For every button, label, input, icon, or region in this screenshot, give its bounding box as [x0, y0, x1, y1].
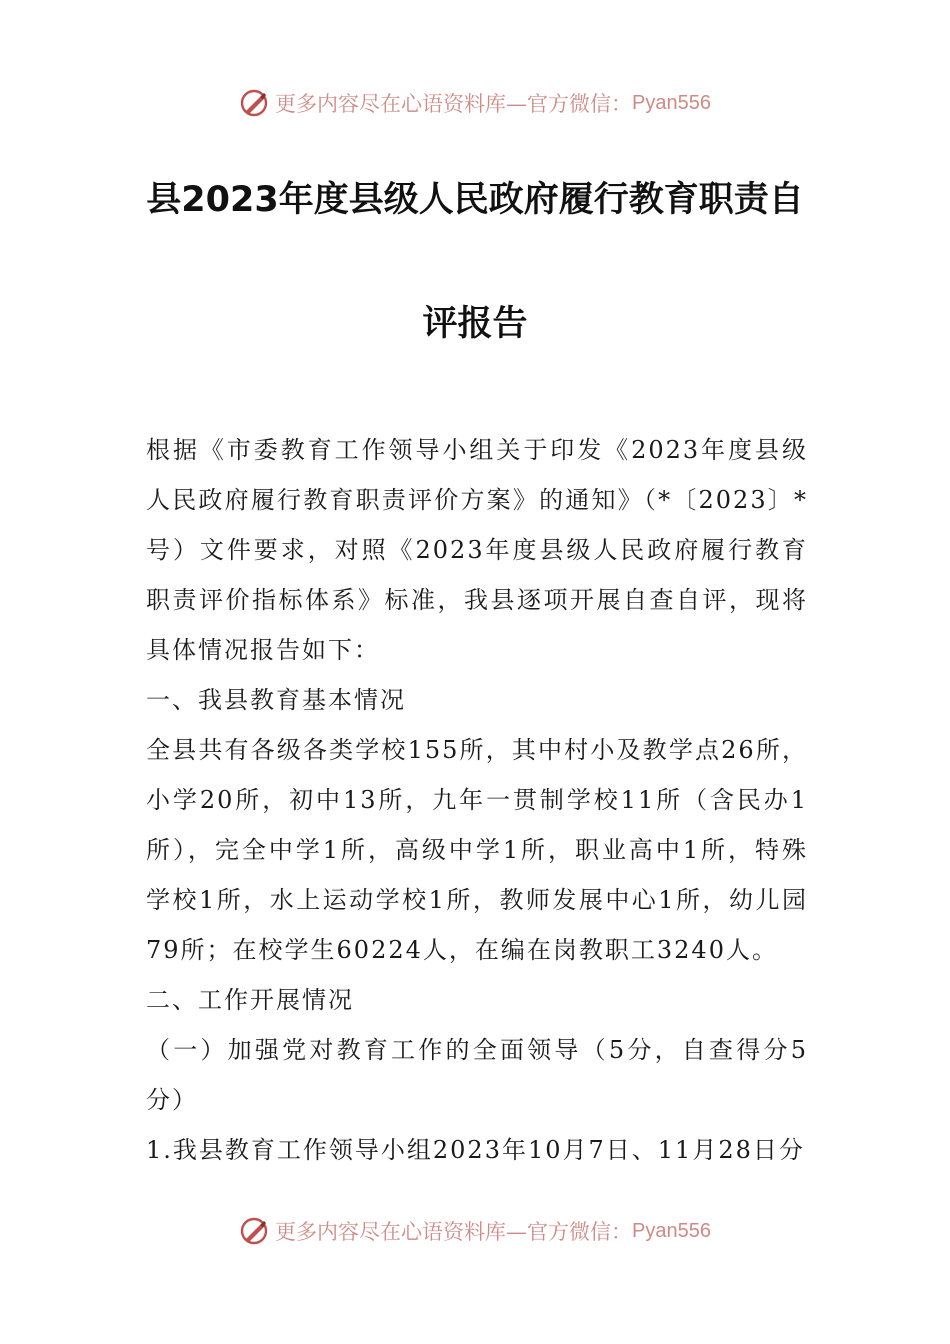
- pen-logo-icon: [239, 1216, 269, 1246]
- pen-logo-icon: [239, 88, 269, 118]
- watermark-brand-text: 更多内容尽在心语资料库—官方微信：: [275, 1220, 633, 1244]
- watermark-banner-top: [0, 83, 950, 123]
- section-heading-1: 一、我县教育基本情况: [146, 686, 406, 714]
- subsection-heading-1: （一）加强党对教育工作的全面领导（5分，自查得分5分）: [146, 1036, 808, 1114]
- watermark-banner-bottom: [0, 1211, 950, 1251]
- basic-situation-paragraph: 全县共有各级各类学校155所，其中村小及教学点26所，小学20所，初中13所，九年一贯制学校11所（含民办1所），完全中学1所，高级中学1所，职业高中1所，特殊学校1所，水上运动学校1所，教师发展中心1所，幼儿园79所；在校学生60224人，在编在岗教职工3240人。: [146, 736, 808, 964]
- intro-paragraph: 根据《市委教育工作领导小组关于印发《2023年度县级人民政府履行教育职责评价方案》的通知》（*〔2023〕*号）文件要求，对照《2023年度县级人民政府履行教育职责评价指标体系》标准，我县逐项开展自查自评，现将具体情况报告如下：: [146, 436, 808, 664]
- document-title-line-1: 县2023年度县级人民政府履行教育职责自: [146, 180, 804, 220]
- watermark-wechat-id: Pyan556: [632, 1219, 711, 1242]
- watermark-wechat-id: Pyan556: [632, 91, 711, 114]
- section-heading-2: 二、工作开展情况: [146, 986, 354, 1014]
- item-1-paragraph: 1.我县教育工作领导小组2023年10月7日、11月28日分: [146, 1136, 805, 1164]
- watermark-brand-text: 更多内容尽在心语资料库—官方微信：: [275, 92, 633, 116]
- document-body: [146, 425, 808, 1175]
- document-title-line-2: 评报告: [422, 304, 528, 344]
